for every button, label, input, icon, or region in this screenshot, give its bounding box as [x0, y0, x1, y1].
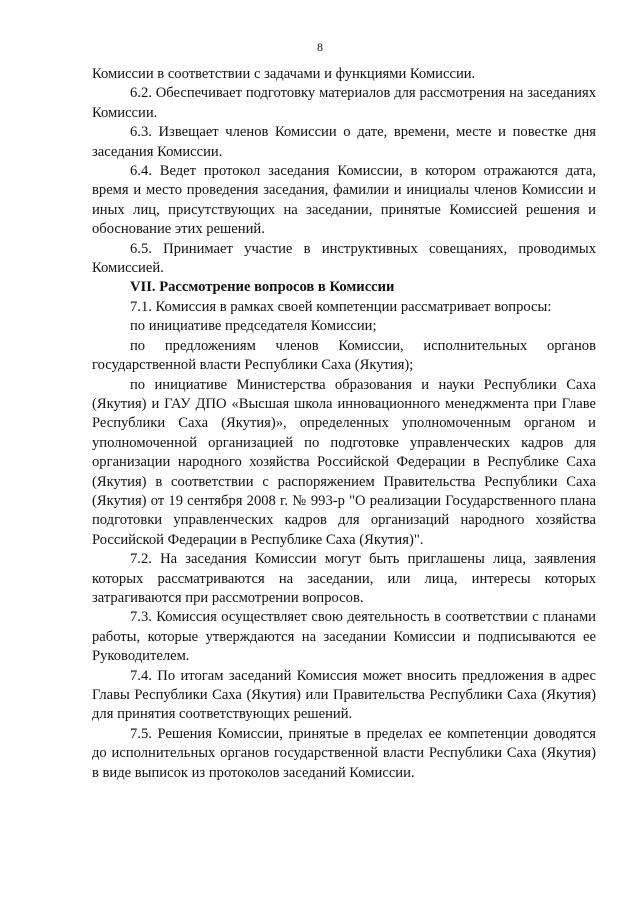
paragraph-6-4: 6.4. Ведет протокол заседания Комиссии, в котором отражаются дата, время и место проведения заседания, фамилии и инициалы членов Комиссии и иных лиц, присутствующих на заседании, принятые Комиссией решения и обоснование этих решений.: [92, 163, 596, 238]
paragraph-7-3: 7.3. Комиссия осуществляет свою деятельность в соответствии с планами работы, которые утверждаются на заседании Комиссии и подписываются ее Руководителем.: [92, 609, 596, 665]
paragraph-7-5: 7.5. Решения Комиссии, принятые в пределах ее компетенции доводятся до исполнительных органов государственной власти Республики Саха (Якутия) в виде выписок из протоколов заседаний Комиссии.: [92, 725, 596, 781]
paragraph-7-1-sub-1: по инициативе председателя Комиссии;: [130, 318, 377, 335]
paragraph-continuation: Комиссии в соответствии с задачами и функциями Комиссии.: [92, 66, 476, 82]
paragraph-6-3: 6.3. Извещает членов Комиссии о дате, времени, месте и повестке дня заседания Комиссии.: [92, 124, 596, 160]
paragraph-6-2: 6.2. Обеспечивает подготовку материалов для рассмотрения на заседаниях Комиссии.: [92, 85, 596, 121]
page-number: 8: [317, 40, 323, 54]
paragraph-7-1-sub-3: по инициативе Министерства образования и науки Республики Саха (Якутия) и ГАУ ДПО «Высшая школа инновационного менеджмента при Главе Республики Саха (Якутия)», определенных уполномоченным органом и уполномоченной организацией по подготовке управленческих кадров для организации народного хозяйства Российской Федерации в Республике Саха (Якутия) в соответствии с распоряжением Правительства Республики Саха (Якутия) от 19 сентября 2008 г. № 993-р "О реализации Государственного плана подготовки управленческих кадров для организаций народного хозяйства Российской Федерации в Республике Саха (Якутия)".: [92, 376, 596, 548]
document-body: [92, 65, 596, 783]
paragraph-6-5: 6.5. Принимает участие в инструктивных совещаниях, проводимых Комиссией.: [92, 240, 596, 277]
paragraph-7-1-sub-2: по предложениям членов Комиссии, исполнительных органов государственной власти Республики Саха (Якутия);: [92, 337, 596, 374]
paragraph-7-1: 7.1. Комиссия в рамках своей компетенции рассматривает вопросы:: [130, 298, 552, 315]
paragraph-7-4: 7.4. По итогам заседаний Комиссия может вносить предложения в адрес Главы Республики Саха (Якутия) или Правительства Республики Саха (Якутия) для принятия соответствующих решений.: [92, 667, 596, 723]
section-heading: VII. Рассмотрение вопросов в Комиссии: [130, 279, 395, 296]
paragraph-7-2: 7.2. На заседания Комиссии могут быть приглашены лица, заявления которых рассматриваются на заседании, или лица, интересы которых затрагиваются при рассмотрении вопросов.: [92, 551, 596, 606]
